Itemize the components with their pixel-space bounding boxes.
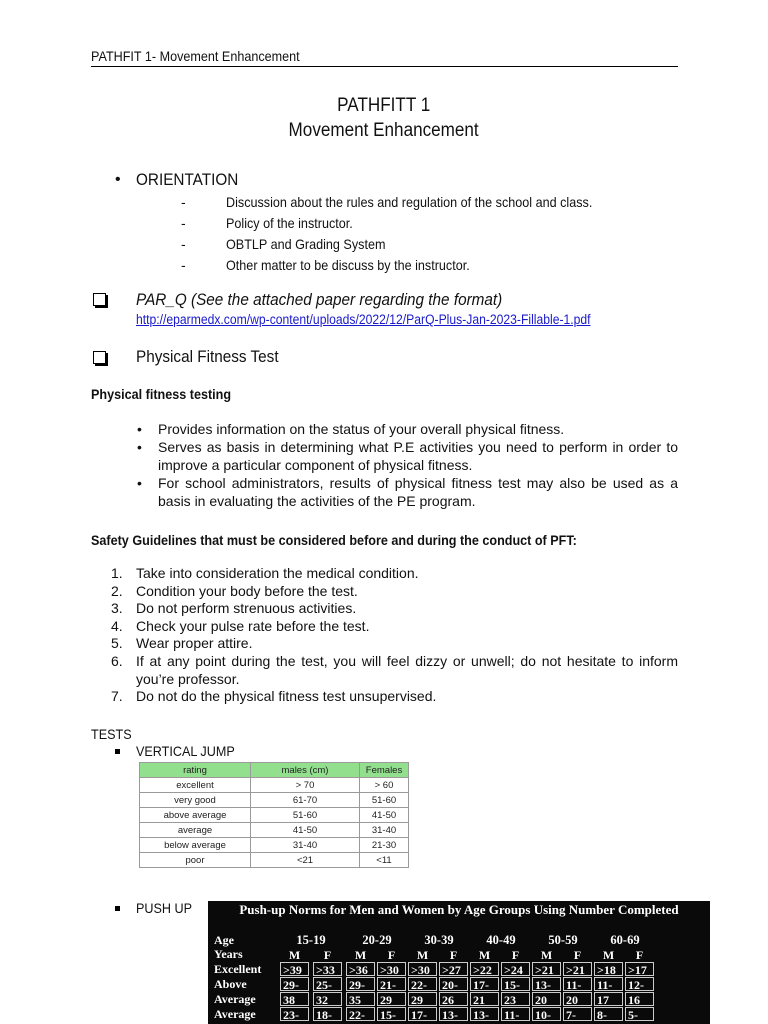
- orientation-bullet: •: [115, 171, 121, 188]
- list-item: [111, 600, 678, 618]
- bullet-dot: •: [137, 421, 142, 437]
- table-cell: 61-70: [251, 793, 360, 808]
- safety-list: [111, 565, 678, 706]
- table-cell: 20: [563, 992, 592, 1006]
- row-label: Average: [214, 992, 256, 1006]
- vertical-jump-table: [139, 762, 409, 868]
- list-item: Policy of the instructor.: [226, 215, 353, 231]
- table-cell: >22: [470, 962, 499, 976]
- pft-points: [137, 420, 678, 510]
- sex-header: F: [323, 948, 332, 962]
- square-bullet-icon: [115, 749, 120, 754]
- table-cell: 35: [346, 992, 375, 1006]
- table-cell: 22-: [408, 977, 437, 991]
- table-cell: 29: [377, 992, 406, 1006]
- age-group-header: 20-29: [362, 933, 392, 947]
- age-group-header: 30-39: [424, 933, 454, 947]
- years-label: Years: [214, 947, 243, 961]
- table-cell: >21: [532, 962, 561, 976]
- list-item: [111, 582, 678, 601]
- safety-heading: Safety Guidelines that must be considered before and during the conduct of PFT:: [91, 532, 577, 548]
- table-cell: 16: [625, 992, 654, 1006]
- table-cell: <11: [360, 853, 409, 868]
- list-item: [137, 420, 678, 438]
- table-cell: 17-: [408, 1007, 437, 1021]
- table-cell: 31-40: [360, 823, 409, 838]
- title-line-1: PATHFITT 1: [337, 95, 431, 116]
- point-text: Provides information on the status of your overall physical fitness.: [158, 421, 565, 437]
- parq-link[interactable]: http://eparmedx.com/wp-content/uploads/2022/12/ParQ-Plus-Jan-2023-Fillable-1.pdf: [136, 312, 591, 327]
- sex-header: M: [478, 948, 491, 962]
- column-header: Females: [360, 763, 409, 778]
- table-cell: 21-: [377, 977, 406, 991]
- table-cell: 31-40: [251, 838, 360, 853]
- table-cell: >36: [346, 962, 375, 976]
- table-cell: >24: [501, 962, 530, 976]
- list-item: [111, 688, 678, 706]
- parq-heading: PAR_Q (See the attached paper regarding the format): [136, 290, 503, 309]
- table-cell: 13-: [470, 1007, 499, 1021]
- table-cell: 5-: [625, 1007, 654, 1021]
- table-cell: 51-60: [251, 808, 360, 823]
- table-header-row: [140, 763, 409, 778]
- item-text: Wear proper attire.: [136, 635, 253, 652]
- sex-header: M: [416, 948, 429, 962]
- table-caption: Push-up Norms for Men and Women by Age Groups Using Number Completed: [239, 902, 679, 917]
- sex-header: F: [511, 948, 520, 962]
- checkbox-icon: [93, 351, 106, 364]
- row-label: Above: [214, 977, 247, 991]
- table-cell: 17-: [470, 977, 499, 991]
- table-cell: >21: [563, 962, 592, 976]
- item-number: 1.: [111, 565, 123, 581]
- table-cell: > 70: [251, 778, 360, 793]
- pft-subheading: Physical fitness testing: [91, 386, 232, 402]
- bullet-dot: •: [137, 439, 142, 455]
- list-item: [111, 565, 678, 583]
- table-cell: 18-: [313, 1007, 342, 1021]
- push-up-norms-table: [208, 901, 710, 1024]
- item-number: 5.: [111, 635, 123, 652]
- table-cell: 29-: [346, 977, 375, 991]
- orientation-heading: ORIENTATION: [136, 170, 239, 189]
- table-row: [140, 793, 409, 808]
- table-cell: 21: [470, 992, 499, 1006]
- table-cell: 13-: [532, 977, 561, 991]
- item-number: 2.: [111, 582, 123, 599]
- table-row: [140, 808, 409, 823]
- item-text: Do not perform strenuous activities.: [136, 600, 357, 617]
- list-item: [111, 635, 678, 653]
- item-text: Check your pulse rate before the test.: [136, 617, 370, 634]
- point-text: Serves as basis in determining what P.E activities you need to perform in order to improve a particular component of physical fitness.: [158, 439, 678, 473]
- item-text: Do not do the physical fitness test unsupervised.: [136, 688, 437, 705]
- table-cell: 15-: [501, 977, 530, 991]
- age-label: Age: [214, 933, 234, 947]
- tests-heading: TESTS: [91, 726, 132, 742]
- checkbox-icon: [93, 293, 106, 306]
- table-cell: 8-: [594, 1007, 623, 1021]
- table-cell: >18: [594, 962, 623, 976]
- table-cell: 41-50: [251, 823, 360, 838]
- table-cell: >30: [408, 962, 437, 976]
- table-row: [140, 853, 409, 868]
- table-cell: 20: [532, 992, 561, 1006]
- table-cell: 29-: [280, 977, 309, 991]
- header-rule: [91, 66, 678, 67]
- column-header: rating: [140, 763, 251, 778]
- item-number: 6.: [111, 652, 123, 669]
- table-cell: 41-50: [360, 808, 409, 823]
- table-cell: below average: [140, 838, 251, 853]
- row-label: Excellent: [214, 962, 262, 976]
- sex-header: F: [449, 948, 458, 962]
- sex-header: F: [635, 948, 644, 962]
- table-cell: > 60: [360, 778, 409, 793]
- list-dash: -: [181, 194, 186, 210]
- table-cell: >27: [439, 962, 468, 976]
- push-up-label: PUSH UP: [136, 900, 193, 916]
- table-cell: 26: [439, 992, 468, 1006]
- sex-header: M: [288, 948, 301, 962]
- age-group-header: 15-19: [296, 933, 326, 947]
- table-cell: 23-: [280, 1007, 309, 1021]
- table-row: [140, 823, 409, 838]
- sex-header: F: [387, 948, 396, 962]
- table-cell: 22-: [346, 1007, 375, 1021]
- table-cell: 38: [280, 992, 309, 1006]
- table-cell: >17: [625, 962, 654, 976]
- item-text: Condition your body before the test.: [136, 582, 358, 599]
- table-row: [140, 778, 409, 793]
- table-cell: 12-: [625, 977, 654, 991]
- table-cell: >33: [313, 962, 342, 976]
- sex-header: M: [540, 948, 553, 962]
- table-cell: 23: [501, 992, 530, 1006]
- item-number: 3.: [111, 600, 123, 617]
- list-dash: -: [181, 257, 186, 273]
- item-text: If at any point during the test, you will feel dizzy or unwell; do not hesitate to inform you’re professor.: [136, 652, 678, 687]
- list-dash: -: [181, 236, 186, 252]
- list-item: OBTLP and Grading System: [226, 236, 386, 252]
- table-cell: 13-: [439, 1007, 468, 1021]
- table-cell: 25-: [313, 977, 342, 991]
- table-cell: excellent: [140, 778, 251, 793]
- running-header: PATHFIT 1- Movement Enhancement: [91, 48, 300, 64]
- column-header: males (cm): [251, 763, 360, 778]
- table-cell: 21-30: [360, 838, 409, 853]
- item-number: 4.: [111, 617, 123, 634]
- pft-heading: Physical Fitness Test: [136, 347, 279, 366]
- list-item: [137, 438, 678, 474]
- table-cell: average: [140, 823, 251, 838]
- bullet-dot: •: [137, 475, 142, 491]
- table-cell: 7-: [563, 1007, 592, 1021]
- square-bullet-icon: [115, 906, 120, 911]
- table-cell: 20-: [439, 977, 468, 991]
- table-cell: 29: [408, 992, 437, 1006]
- point-text: For school administrators, results of physical fitness test may also be used as a basis in evaluating the activities of the PE program.: [158, 475, 678, 509]
- list-item: [111, 652, 678, 688]
- table-cell: 15-: [377, 1007, 406, 1021]
- list-item: [137, 474, 678, 510]
- age-group-header: 40-49: [486, 933, 516, 947]
- table-cell: 51-60: [360, 793, 409, 808]
- age-group-header: 50-59: [548, 933, 578, 947]
- table-cell: >30: [377, 962, 406, 976]
- sex-header: M: [354, 948, 367, 962]
- table-cell: 11-: [594, 977, 623, 991]
- table-cell: 32: [313, 992, 342, 1006]
- table-cell: 11-: [501, 1007, 530, 1021]
- age-group-header: 60-69: [610, 933, 640, 947]
- row-label: Average: [214, 1007, 256, 1021]
- title-line-2: Movement Enhancement: [288, 120, 480, 141]
- item-text: Take into consideration the medical condition.: [136, 565, 419, 581]
- list-item: [111, 617, 678, 636]
- list-dash: -: [181, 215, 186, 231]
- table-cell: 17: [594, 992, 623, 1006]
- table-cell: above average: [140, 808, 251, 823]
- sex-header: F: [573, 948, 582, 962]
- table-cell: very good: [140, 793, 251, 808]
- item-number: 7.: [111, 688, 123, 705]
- table-cell: >39: [280, 962, 309, 976]
- vertical-jump-label: VERTICAL JUMP: [136, 743, 235, 759]
- sex-header: M: [602, 948, 615, 962]
- list-item: Other matter to be discuss by the instructor.: [226, 257, 470, 273]
- table-cell: poor: [140, 853, 251, 868]
- table-cell: 11-: [563, 977, 592, 991]
- list-item: Discussion about the rules and regulation of the school and class.: [226, 194, 593, 210]
- table-cell: 10-: [532, 1007, 561, 1021]
- table-row: [140, 838, 409, 853]
- table-cell: <21: [251, 853, 360, 868]
